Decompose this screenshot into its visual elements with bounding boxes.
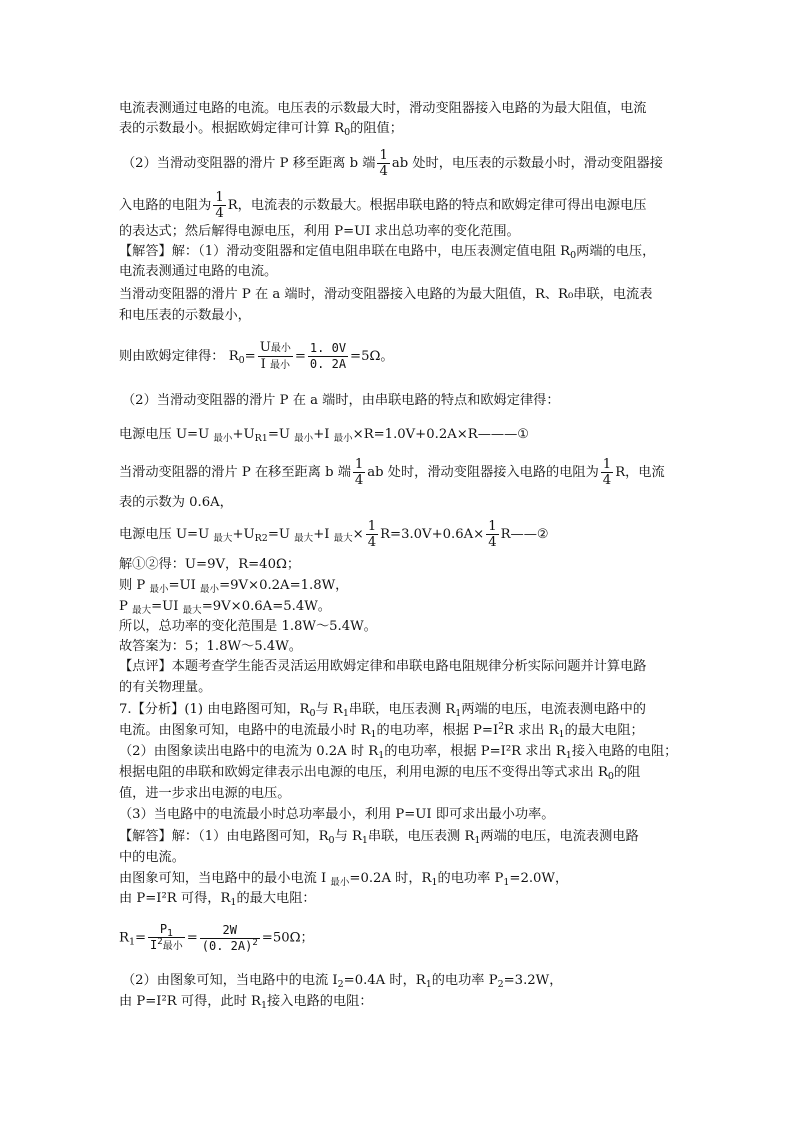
text-line: 所以，总功率的变化范围是 1.8W～5.4W。 xyxy=(119,619,377,634)
text-line: 的有关物理量。 xyxy=(119,680,212,695)
text-line: 电流表测通过电路的电流。电压表的示数最大时，滑动变阻器接入电路的为最大阻值，电流 xyxy=(119,101,647,116)
text-line: 电流表测通过电路的电流。 xyxy=(119,264,278,279)
text-line: 由图象可知，当电路中的最小电流 I $_{最小}$=0.2A 时，$R_1$的电功率 $P_1=2.0W$， xyxy=(119,871,569,888)
text-line: 7.【分析】(1) 由电路图可知，$R_0$与 $R_1$串联，电压表测 $R_1$两端的电压，电流表测电路中的 xyxy=(119,702,646,719)
fraction-quarter: $\frac{1}{4}$ xyxy=(354,457,364,488)
text-line: 则 P $_{最小}$=UI $_{最小}$=9V×0.2A=1.8W， xyxy=(119,578,349,595)
fraction-quarter: $\frac{1}{4}$ xyxy=(367,519,377,550)
text-line: （2）当滑动变阻器的滑片 P 移至距离 b 端 $\frac{1}{4}$ ab 处时，电压表的示数最小时，滑动变阻器接 xyxy=(122,148,663,179)
text-line: 故答案为：5；1.8W～5.4W。 xyxy=(119,639,302,654)
text-line: （2）由图象可知，当电路中的电流 $I_2=0.4A$ 时，$R_1$的电功率 $P_2=3.2W$， xyxy=(122,973,563,990)
equation-2: 电源电压 U=U $_{最大}+U_{R2}=U$ $_{最大}$+I $_{最大}$× $\frac{1}{4}$ R=3.0V+0.6A× $\frac{1}{4}$ R——② xyxy=(119,519,549,550)
formula-r0: 则由欧姆定律得： $R_0=$ $\frac{\text{U最小}}{\text{I 最小}}$ = $\frac{1. 0V}{0. 2A}$ =5Ω。 xyxy=(119,340,394,372)
text-line: 中的电流。 xyxy=(119,850,185,865)
text-line: 【解答】解：（1）由电路图可知，$R_0$与 $R_1$串联，电压表测 $R_1$两端的电压，电流表测电路 xyxy=(119,829,639,846)
text-line: 电流。由图象可知，电路中的电流最小时 $R_1$的电功率，根据 $P=I^2R$ 求出 $R_1$的最大电阻； xyxy=(119,722,644,740)
text-line: P $_{最大}$=UI $_{最大}$=9V×0.6A=5.4W。 xyxy=(119,599,331,616)
formula-r1: $R_1=$ $\frac{P_1}{I^2最小}$ = $\frac{2W}{(0. 2A)^2}$ =50Ω； xyxy=(119,922,314,953)
text-line: 当滑动变阻器的滑片 P 在 a 端时，滑动变阻器接入电路的为最大阻值，R、R₀串联，电流表 xyxy=(119,287,653,302)
fraction-values: $\frac{2W}{(0. 2A)^2}$ xyxy=(201,922,258,953)
text-line: 表的示数最小。根据欧姆定律可计算 $R_0$的阻值； xyxy=(119,121,403,138)
text-line: 值，进一步求出电源的电压。 xyxy=(119,786,291,801)
fraction-quarter: $\frac{1}{4}$ xyxy=(602,457,612,488)
text-line: 和电压表的示数最小， xyxy=(119,308,251,323)
text-line: （3）当电路中的电流最小时总功率最小，利用 P=UI 即可求出最小功率。 xyxy=(119,807,555,822)
fraction-quarter: $\frac{1}{4}$ xyxy=(488,519,497,550)
equation-1: 电源电压 U=U $_{最小}+U_{R1}=U$ $_{最小}$+I $_{最小}$×R=1.0V+0.2A×R———① xyxy=(119,427,530,444)
text-line: 表的示数为 0.6A， xyxy=(119,495,233,510)
text-line: 的表达式；然后解得电源电压，利用 P=UI 求出总功率的变化范围。 xyxy=(119,224,520,239)
text-line: 由 P=I²R 可得，$R_1$的最大电阻： xyxy=(119,891,316,908)
text-line: 入电路的电阻为 $\frac{1}{4}$ R，电流表的示数最大。根据串联电路的特点和欧姆定律可得出电源电压 xyxy=(119,190,647,221)
text-line: 根据电阻的串联和欧姆定律表示出电源的电压，利用电源的电压不变得出等式求出 $R_0$的阻 xyxy=(119,765,641,782)
fraction-u-over-i: $\frac{\text{U最小}}{\text{I 最小}}$ xyxy=(259,340,291,372)
fraction-quarter: $\frac{1}{4}$ xyxy=(379,148,388,179)
text-line: 【解答】解：（1）滑动变阻器和定值电阻串联在电路中，电压表测定值电阻 $R_0$两端的电压， xyxy=(119,244,656,261)
text-line: 当滑动变阻器的滑片 P 在移至距离 b 端 $\frac{1}{4}$ ab 处时，滑动变阻器接入电路的电阻为 $\frac{1}{4}$ R，电流 xyxy=(119,457,665,488)
text-line: （2）当滑动变阻器的滑片 P 在 a 端时，由串联电路的特点和欧姆定律得： xyxy=(122,393,560,408)
text-line: （2）由图象读出电路中的电流为 0.2A 时 $R_1$的电功率，根据 P=I²R 求出 $R_1$接入电路的电阻； xyxy=(119,744,678,761)
text-line: 解①②得：U=9V，R=40Ω； xyxy=(119,557,301,572)
text-line: 【点评】本题考查学生能否灵活运用欧姆定律和串联电路电阻规律分析实际问题并计算电路 xyxy=(119,659,647,674)
fraction-quarter: $\frac{1}{4}$ xyxy=(215,190,224,221)
text-line: 由 P=I²R 可得，此时 $R_1$接入电路的电阻： xyxy=(119,994,373,1011)
fraction-values: $\frac{1. 0V}{0. 2A}$ xyxy=(309,341,347,371)
fraction-p-over-i2: $\frac{P_1}{I^2最小}$ xyxy=(150,922,183,952)
